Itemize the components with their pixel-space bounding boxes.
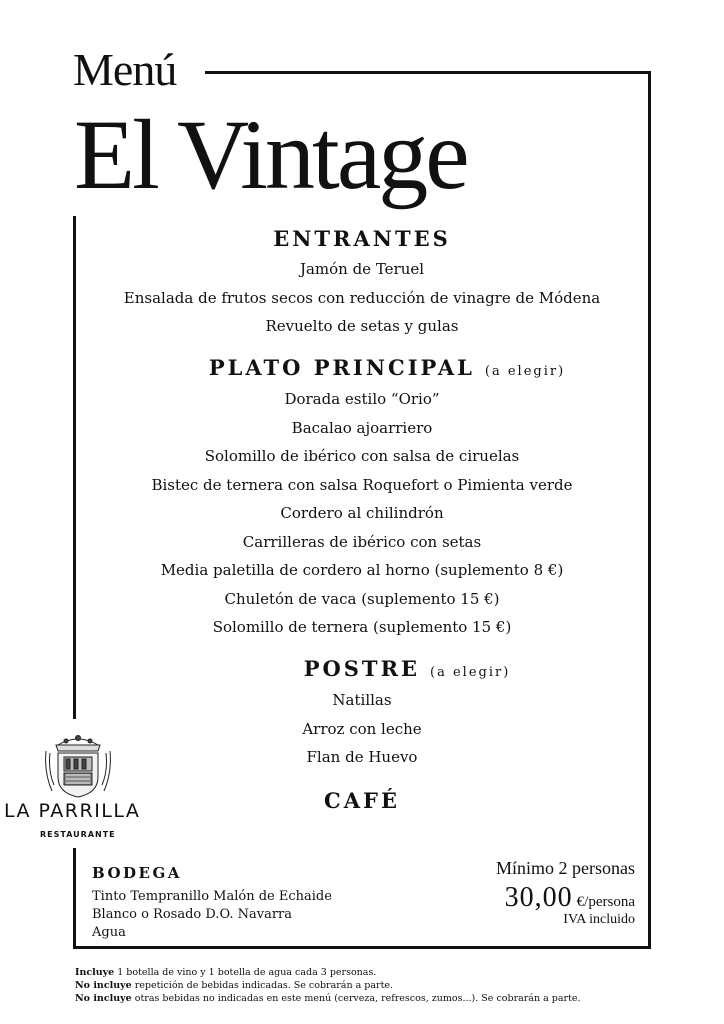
note-text: repetición de bebidas indicadas. Se cobrarán a parte. bbox=[131, 980, 394, 991]
note-text: otras bebidas no indicadas en este menú (cerveza, refrescos, zumos...). Se cobrarán a parte. bbox=[131, 993, 581, 1004]
minimum-persons: Mínimo 2 personas bbox=[496, 858, 635, 878]
list-item: Revuelto de setas y gulas bbox=[265, 317, 459, 335]
section-postre-subtitle: (a elegir) bbox=[430, 665, 511, 680]
list-item: Chuletón de vaca (suplemento 15 €) bbox=[224, 589, 500, 608]
list-item: Natillas bbox=[332, 691, 392, 709]
menu-title: El Vintage bbox=[74, 99, 467, 210]
list-item: Bistec de ternera con salsa Roquefort o Pimienta verde bbox=[151, 475, 573, 494]
frame-bottom-line bbox=[73, 946, 651, 949]
list-item: Carrilleras de ibérico con setas bbox=[242, 532, 482, 551]
coat-of-arms-icon bbox=[40, 733, 116, 799]
tax-note: IVA incluido bbox=[563, 912, 635, 927]
note-text: 1 botella de vino y 1 botella de agua cada 3 personas. bbox=[114, 967, 377, 978]
list-item: Agua bbox=[92, 925, 126, 940]
list-item: Tinto Tempranillo Malón de Echaide bbox=[92, 889, 332, 904]
note-bold: No incluye bbox=[75, 980, 132, 991]
list-item: Flan de Huevo bbox=[306, 748, 418, 766]
note-bold: Incluye bbox=[75, 967, 115, 978]
bodega-title: BODEGA bbox=[92, 864, 182, 882]
section-principal-title: PLATO PRINCIPAL bbox=[208, 355, 475, 380]
entrantes-list bbox=[0, 255, 724, 341]
list-item: Media paletilla de cordero al horno (suplemento 8 €) bbox=[160, 561, 564, 579]
section-entrantes-heading bbox=[0, 226, 724, 251]
list-item: Dorada estilo “Orio” bbox=[284, 390, 440, 408]
list-item: Cordero al chilindrón bbox=[280, 504, 444, 522]
note-bold: No incluye bbox=[75, 993, 132, 1004]
price-unit: €/persona bbox=[576, 894, 635, 910]
price bbox=[505, 882, 635, 914]
list-item: Jamón de Teruel bbox=[299, 260, 425, 278]
list-item: Bacalao ajoarriero bbox=[291, 418, 433, 437]
menu-label: Menú bbox=[73, 44, 177, 95]
frame-left-line-lower bbox=[73, 848, 76, 949]
price-amount: 30,00 bbox=[504, 882, 573, 913]
logo-name: LA PARRILLA bbox=[4, 800, 141, 822]
section-entrantes-title: ENTRANTES bbox=[273, 226, 451, 251]
list-item: Blanco o Rosado D.O. Navarra bbox=[92, 907, 293, 922]
principal-list bbox=[0, 385, 724, 642]
frame-top-line bbox=[205, 71, 651, 74]
bodega-list bbox=[92, 888, 332, 942]
section-postre-heading bbox=[0, 656, 724, 681]
note-line bbox=[75, 992, 581, 1005]
note-line bbox=[75, 966, 581, 979]
list-item: Solomillo de ternera (suplemento 15 €) bbox=[212, 618, 512, 636]
section-principal-subtitle: (a elegir) bbox=[484, 364, 566, 379]
section-principal-heading bbox=[0, 355, 724, 380]
logo-subtitle: RESTAURANTE bbox=[40, 830, 116, 839]
footer-notes bbox=[75, 966, 581, 1005]
list-item: Arroz con leche bbox=[302, 719, 422, 738]
section-postre-title: POSTRE bbox=[303, 656, 421, 681]
section-cafe-title: CAFÉ bbox=[324, 788, 400, 813]
list-item: Ensalada de frutos secos con reducción de vinagre de Módena bbox=[123, 288, 601, 307]
list-item: Solomillo de ibérico con salsa de ciruelas bbox=[204, 447, 520, 465]
note-line bbox=[75, 979, 581, 992]
